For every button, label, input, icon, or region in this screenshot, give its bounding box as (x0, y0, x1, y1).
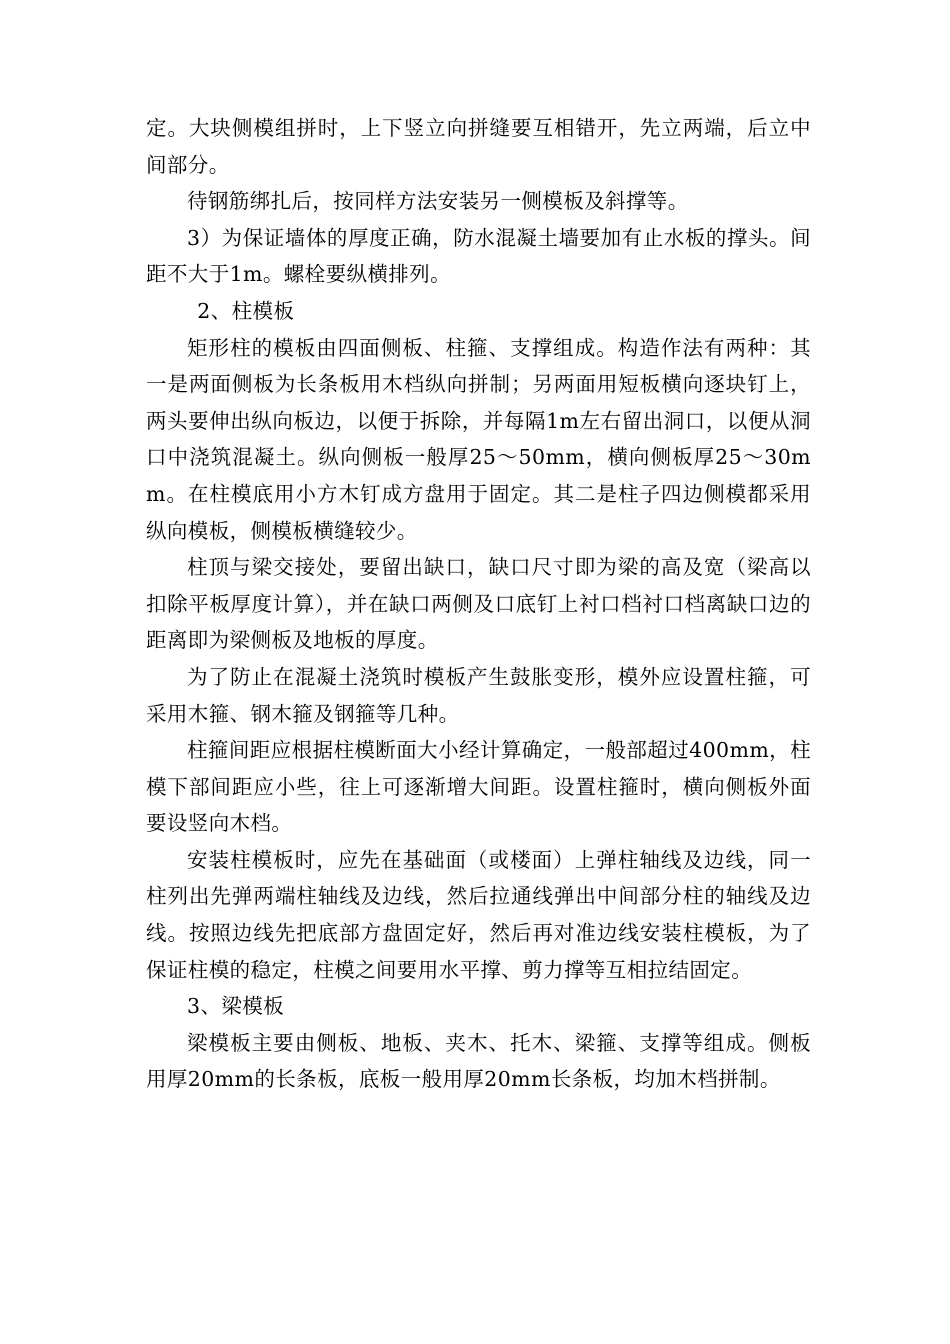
paragraph-continuation: 定。大块侧模组拼时，上下竖立向拼缝要互相错开，先立两端，后立中间部分。 (146, 116, 811, 177)
section-heading-column-formwork: 2、柱模板 (197, 298, 295, 323)
paragraph-wall-thickness: 3）为保证墙体的厚度正确，防水混凝土墙要加有止水板的撑头。间距不大于1m。螺栓要纵横排列。 (146, 225, 811, 287)
paragraph-column-top: 柱顶与梁交接处，要留出缺口，缺口尺寸即为梁的高及宽（梁高以扣除平板厚度计算），并在缺口两侧及口底钉上衬口档衬口档离缺口边的距离即为梁侧板及地板的厚度。 (146, 555, 811, 653)
paragraph-rectangular-column: 矩形柱的模板由四面侧板、柱箍、支撑组成。构造作法有两种：其一是两面侧板为长条板用木档纵向拼制；另两面用短板横向逐块钉上，两头要伸出纵向板边，以便于拆除，并每隔1m左右留出洞口，以便从洞口中浇筑混凝土。纵向侧板一般厚25～50mm，横向侧板厚25～30mm。在柱模底用小方木钉成方盘用于固定。其二是柱子四边侧模都采用纵向模板，侧模板横缝较少。 (146, 335, 811, 543)
paragraph-column-install: 安装柱模板时，应先在基础面（或楼面）上弹柱轴线及边线，同一柱列出先弹两端柱轴线及边线，然后拉通线弹出中间部分柱的轴线及边线。按照边线先把底部方盘固定好，然后再对准边线安装柱模板，为了保证柱模的稳定，柱模之间要用水平撑、剪力撑等互相拉结固定。 (146, 847, 811, 982)
paragraph-beam-formwork: 梁模板主要由侧板、地板、夹木、托木、梁箍、支撑等组成。侧板用厚20mm的长条板，底板一般用厚20mm长条板，均加木档拼制。 (146, 1030, 811, 1092)
paragraph-hoop-spacing: 柱箍间距应根据柱模断面大小经计算确定，一般部超过400mm，柱模下部间距应小些，往上可逐渐增大间距。设置柱箍时，横向侧板外面要设竖向木档。 (146, 738, 811, 836)
paragraph-column-hoop: 为了防止在混凝土浇筑时模板产生鼓胀变形，模外应设置柱箍，可采用木箍、钢木箍及钢箍等几种。 (146, 664, 811, 726)
section-heading-beam-formwork: 3、梁模板 (187, 994, 285, 1019)
paragraph-rebar-install: 待钢筋绑扎后，按同样方法安装另一侧模板及斜撑等。 (187, 189, 689, 214)
document-body (146, 110, 811, 1098)
